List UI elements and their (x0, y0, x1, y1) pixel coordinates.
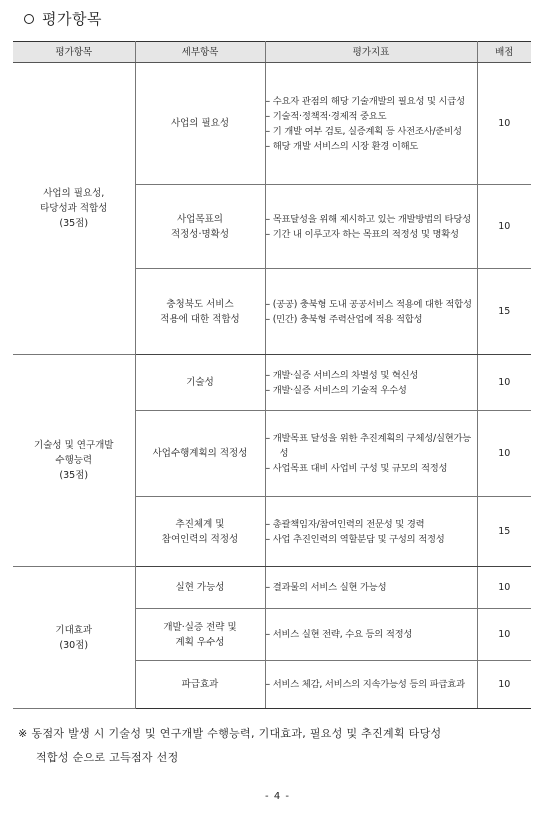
indicator-item: – 해당 개발 서비스의 시장 환경 이해도 (266, 139, 477, 154)
note-mark: ※ (18, 727, 28, 740)
section-heading (24, 8, 102, 29)
evaluation-table (13, 41, 531, 709)
score-cell: 10 (477, 567, 531, 609)
tiebreak-note (18, 722, 538, 770)
score-cell: 15 (477, 497, 531, 567)
sub-item-cell: 개발·실증 전략 및 계획 우수성 (135, 609, 265, 661)
header-indicator: 평가지표 (265, 42, 477, 63)
sub-item-cell: 사업의 필요성 (135, 63, 265, 185)
header-sub-item: 세부항목 (135, 42, 265, 63)
indicator-cell (265, 497, 477, 567)
table-row (13, 63, 531, 185)
score-cell: 10 (477, 63, 531, 185)
score-cell: 10 (477, 185, 531, 269)
indicator-cell (265, 567, 477, 609)
indicator-cell (265, 355, 477, 411)
indicator-item: – 목표달성을 위해 제시하고 있는 개발방법의 타당성 (266, 212, 477, 227)
sub-item-cell: 충청북도 서비스 적용에 대한 적합성 (135, 269, 265, 355)
indicator-cell (265, 411, 477, 497)
indicator-cell (265, 661, 477, 709)
area-cell: 기대효과 (30점) (13, 567, 135, 709)
indicator-item: – 기간 내 이루고자 하는 목표의 적정성 및 명확성 (266, 227, 477, 242)
note-line-2: 적합성 순으로 고득점자 선정 (36, 751, 179, 764)
indicator-item: – 서비스 체감, 서비스의 지속가능성 등의 파급효과 (266, 677, 477, 692)
indicator-item: – 사업목표 대비 사업비 구성 및 규모의 적정성 (266, 461, 477, 476)
indicator-item: – 개발목표 달성을 위한 추진계획의 구체성/실현가능성 (266, 431, 477, 461)
indicator-item: – 서비스 실현 전략, 수요 등의 적정성 (266, 627, 477, 642)
indicator-item: – 기술적·정책적·경제적 중요도 (266, 109, 477, 124)
indicator-item: – (민간) 충북형 주력산업에 적용 적합성 (266, 312, 477, 327)
indicator-item: – 사업 추진인력의 역할분담 및 구성의 적정성 (266, 532, 477, 547)
score-cell: 15 (477, 269, 531, 355)
score-cell: 10 (477, 661, 531, 709)
sub-item-cell: 기술성 (135, 355, 265, 411)
indicator-item: – 개발·실증 서비스의 기술적 우수성 (266, 383, 477, 398)
sub-item-cell: 사업수행계획의 적정성 (135, 411, 265, 497)
note-line-1: 동점자 발생 시 기술성 및 연구개발 수행능력, 기대효과, 필요성 및 추진계획 타당성 (31, 727, 442, 740)
score-cell: 10 (477, 609, 531, 661)
indicator-item: – 총괄책임자/참여인력의 전문성 및 경력 (266, 517, 477, 532)
indicator-item: – 수요자 관점의 해당 기술개발의 필요성 및 시급성 (266, 94, 477, 109)
sub-item-cell: 추진체계 및 참여인력의 적정성 (135, 497, 265, 567)
indicator-cell (265, 269, 477, 355)
indicator-cell (265, 609, 477, 661)
score-cell: 10 (477, 411, 531, 497)
indicator-item: – (공공) 충북형 도내 공공서비스 적용에 대한 적합성 (266, 297, 477, 312)
area-cell: 기술성 및 연구개발 수행능력 (35점) (13, 355, 135, 567)
sub-item-cell: 사업목표의 적정성·명확성 (135, 185, 265, 269)
table-header-row (13, 42, 531, 63)
score-cell: 10 (477, 355, 531, 411)
sub-item-cell: 실현 가능성 (135, 567, 265, 609)
header-area: 평가항목 (13, 42, 135, 63)
header-score: 배점 (477, 42, 531, 63)
indicator-item: – 기 개발 여부 검토, 실증계획 등 사전조사/준비성 (266, 124, 477, 139)
sub-item-cell: 파급효과 (135, 661, 265, 709)
indicator-item: – 결과물의 서비스 실현 가능성 (266, 580, 477, 595)
indicator-cell (265, 185, 477, 269)
page-number: - 4 - (265, 791, 290, 802)
indicator-item: – 개발·실증 서비스의 차별성 및 혁신성 (266, 368, 477, 383)
circle-bullet-icon (24, 14, 34, 24)
table-row (13, 567, 531, 609)
section-title: 평가항목 (42, 10, 102, 28)
indicator-cell (265, 63, 477, 185)
table-row (13, 355, 531, 411)
area-cell: 사업의 필요성, 타당성과 적합성 (35점) (13, 63, 135, 355)
